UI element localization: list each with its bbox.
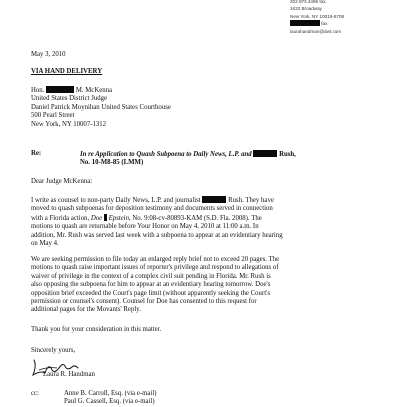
redaction-block <box>46 86 74 93</box>
thanks-line: Thank you for your consideration in this matter. <box>31 326 162 333</box>
re-subject <box>80 150 296 168</box>
letterhead-contact <box>290 0 344 35</box>
recipient-address <box>31 86 171 129</box>
recipient-street: 500 Pearl Street <box>31 112 75 120</box>
cc-list <box>64 390 157 407</box>
letterhead-fax: fax <box>290 20 344 27</box>
paragraph-line: waiver of privilege in the context of a complex civil suit pending in Florida. Mr. Rush is <box>31 272 271 280</box>
salutation: Dear Judge McKenna: <box>31 178 93 185</box>
letterhead-city: New York, NY 10019-6708 <box>290 13 345 19</box>
letterhead-phone: 202.973.4496 fax <box>290 0 326 4</box>
paragraph-2 <box>31 256 367 315</box>
cc-label: cc: <box>31 390 39 397</box>
redaction-block <box>202 196 226 203</box>
redaction-block <box>104 214 107 221</box>
paragraph-line: I write as counsel to non-party Daily News, L.P. and journalist Rush. They have <box>31 197 274 204</box>
cc-item: Paul G. Cassell, Esq. (via e-mail) <box>64 398 155 406</box>
re-line-2: No. 10-M8-85 (LMM) <box>80 159 144 167</box>
paragraph-line: on May 4. <box>31 240 59 248</box>
paragraph-line: moved to quash subpoenas for deposition testimony and documents served in connection <box>31 205 273 213</box>
paragraph-line: also opposing the subpoena for him to appear at an evidentiary hearing tomorrow. Doe's <box>31 281 271 289</box>
letterhead-street: 1633 Broadway <box>290 6 322 12</box>
delivery-method: VIA HAND DELIVERY <box>31 68 103 75</box>
paragraph-line: permission or counsel's consent). Counsel for Doe has consented to this request for <box>31 298 257 306</box>
re-label: Re: <box>31 150 42 157</box>
recipient-courthouse: Daniel Patrick Moynihan United States Courthouse <box>31 103 171 111</box>
re-line-1: In re Application to Quash Subpoena to Daily News, L.P. and Rush, <box>80 151 296 158</box>
redaction-block <box>290 20 320 26</box>
paragraph-1 <box>31 196 367 248</box>
recipient-title: United States District Judge <box>31 95 108 103</box>
paragraph-line: motions to quash raise important issues of reporter's privilege and respond to allegations of <box>31 264 279 272</box>
paragraph-line: with a Florida action, Doe Epstein, No. 9:08-cv-80893-KAM (S.D. Fla. 2008). The <box>31 214 262 222</box>
paragraph-line: We are seeking permission to file today an enlarged reply brief not to exceed 20 pages. The <box>31 256 280 263</box>
cc-item: Anne B. Carroll, Esq. (via e-mail) <box>64 390 157 397</box>
redaction-block <box>253 150 277 157</box>
recipient-city: New York, NY 10007-1312 <box>31 120 107 128</box>
paragraph-line: addition, Mr. Rush was served last week with a subpoena to appear at an evidentiary hearing <box>31 231 283 239</box>
letter-date: May 3, 2010 <box>31 51 66 58</box>
signer-name: Laura R. Handman <box>43 371 95 378</box>
closing: Sincerely yours, <box>31 347 76 354</box>
paragraph-line: additional pages for the Movants' Reply. <box>31 306 141 314</box>
paragraph-line: motions to quash are returnable before Your Honor on May 4, 2010 at 11:00 a.m. In <box>31 223 259 231</box>
letterhead-email: laurahandman@dwt.com <box>290 29 342 35</box>
recipient-name-line: Hon. M. McKenna <box>31 87 113 94</box>
paragraph-line: opposition brief exceeded the Court's page limit (without apparently seeking the Court's <box>31 289 270 297</box>
